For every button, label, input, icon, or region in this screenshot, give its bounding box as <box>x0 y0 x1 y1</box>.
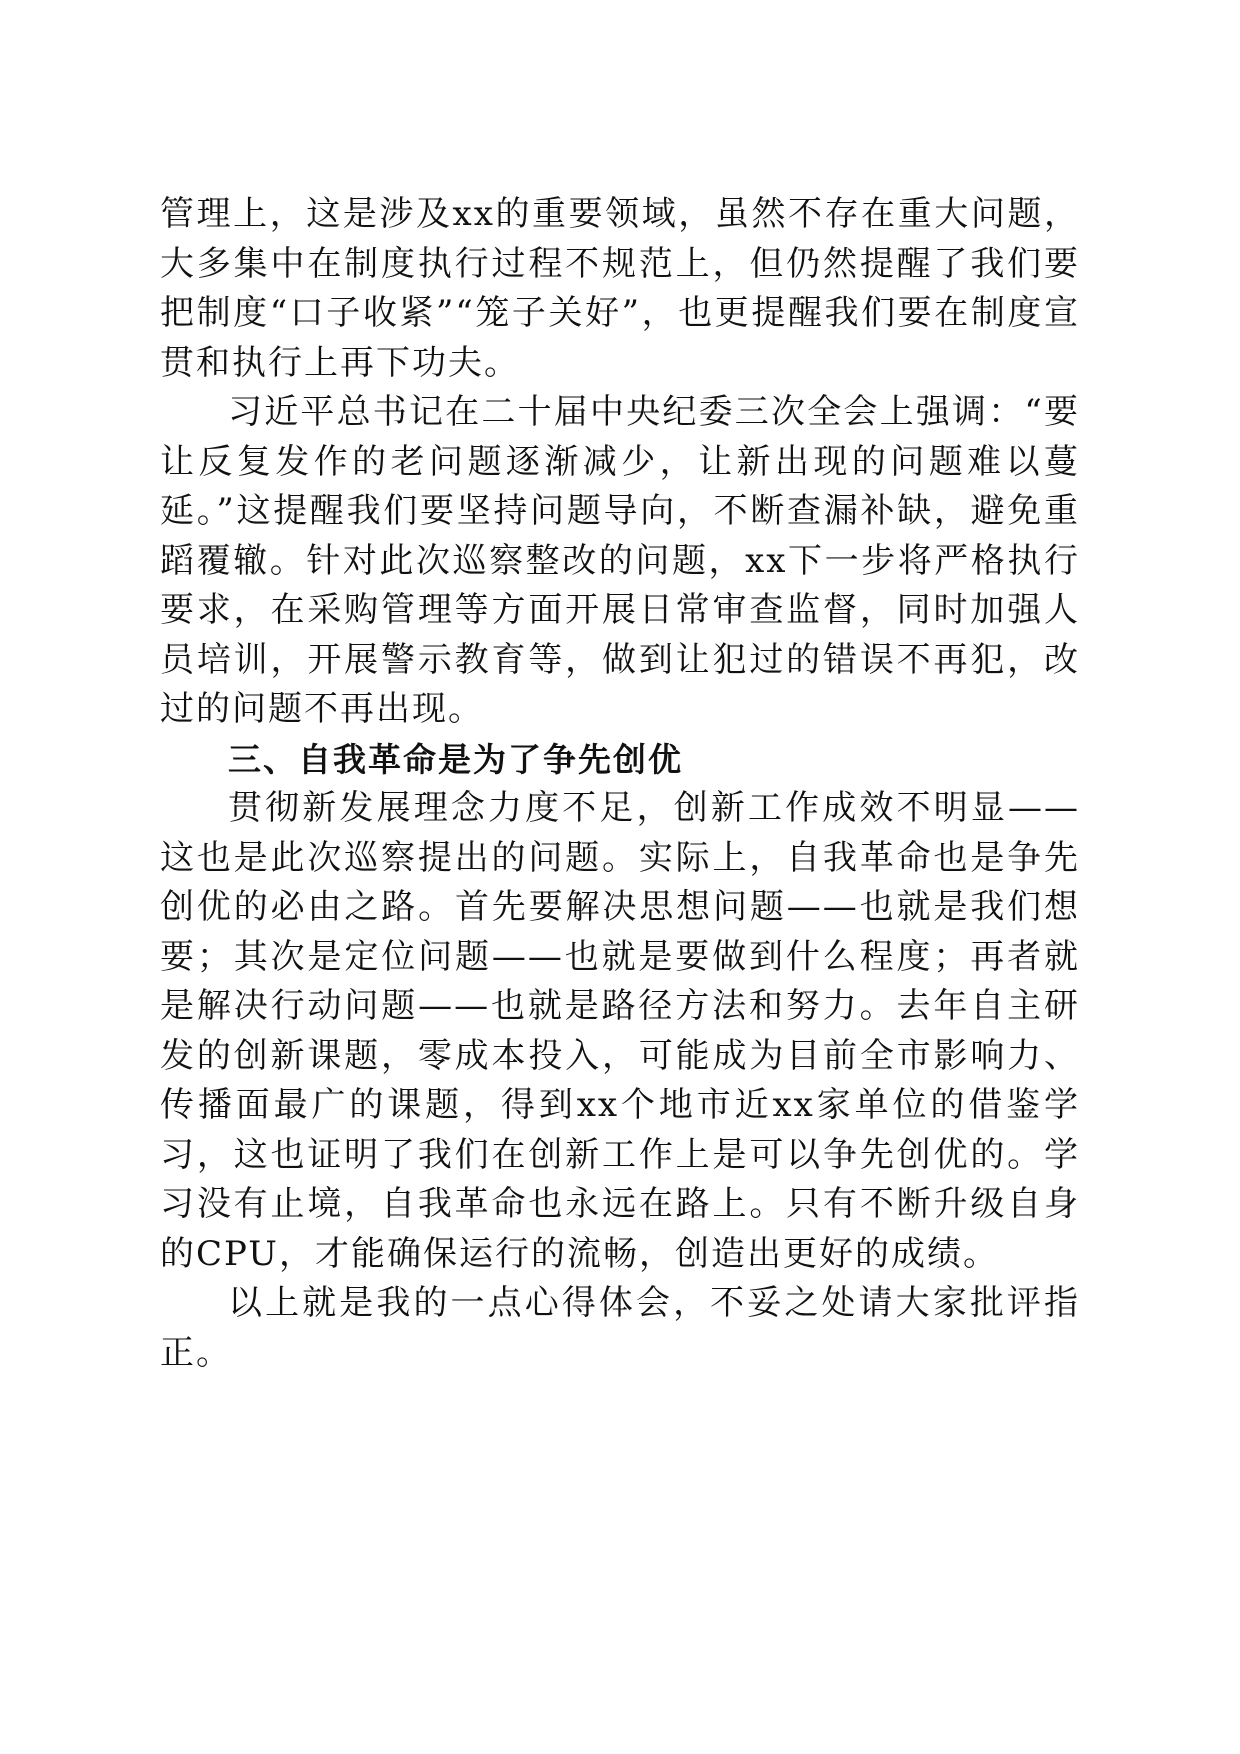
paragraph-closing: 以上就是我的一点心得体会，不妥之处请大家批评指正。 <box>160 1283 1080 1373</box>
section-heading-3: 三、自我革命是为了争先创优 <box>228 739 683 779</box>
paragraph-xi-quote: 习近平总书记在二十届中央纪委三次全会上强调：“要让反复发作的老问题逐渐减少，让新出现的问题难以蔓延。”这提醒我们要坚持问题导向，不断查漏补缺，避免重蹈覆辙。针对此次巡察整改的问题，xx下一步将严格执行要求，在采购管理等方面开展日常审查监督，同时加强人员培训，开展警示教育等，做到让犯过的错误不再犯，改过的问题不再出现。 <box>160 392 1080 729</box>
paragraph-continuation-procurement: 管理上，这是涉及xx的重要领域，虽然不存在重大问题，大多集中在制度执行过程不规范上，但仍然提醒了我们要把制度“口子收紧”“笼子关好”，也更提醒我们要在制度宣贯和执行上再下功夫。 <box>160 194 1080 383</box>
paragraph-innovation: 贯彻新发展理念力度不足，创新工作成效不明显——这也是此次巡察提出的问题。实际上，自我革命也是争先创优的必由之路。首先要解决思想问题——也就是我们想要；其次是定位问题——也就是要做到什么程度；再者就是解决行动问题——也就是路径方法和努力。去年自主研发的创新课题，零成本投入，可能成为目前全市影响力、传播面最广的课题，得到xx个地市近xx家单位的借鉴学习，这也证明了我们在创新工作上是可以争先创优的。学习没有止境，自我革命也永远在路上。只有不断升级自身的CPU，才能确保运行的流畅，创造出更好的成绩。 <box>160 788 1080 1274</box>
document-page <box>160 190 1080 1378</box>
